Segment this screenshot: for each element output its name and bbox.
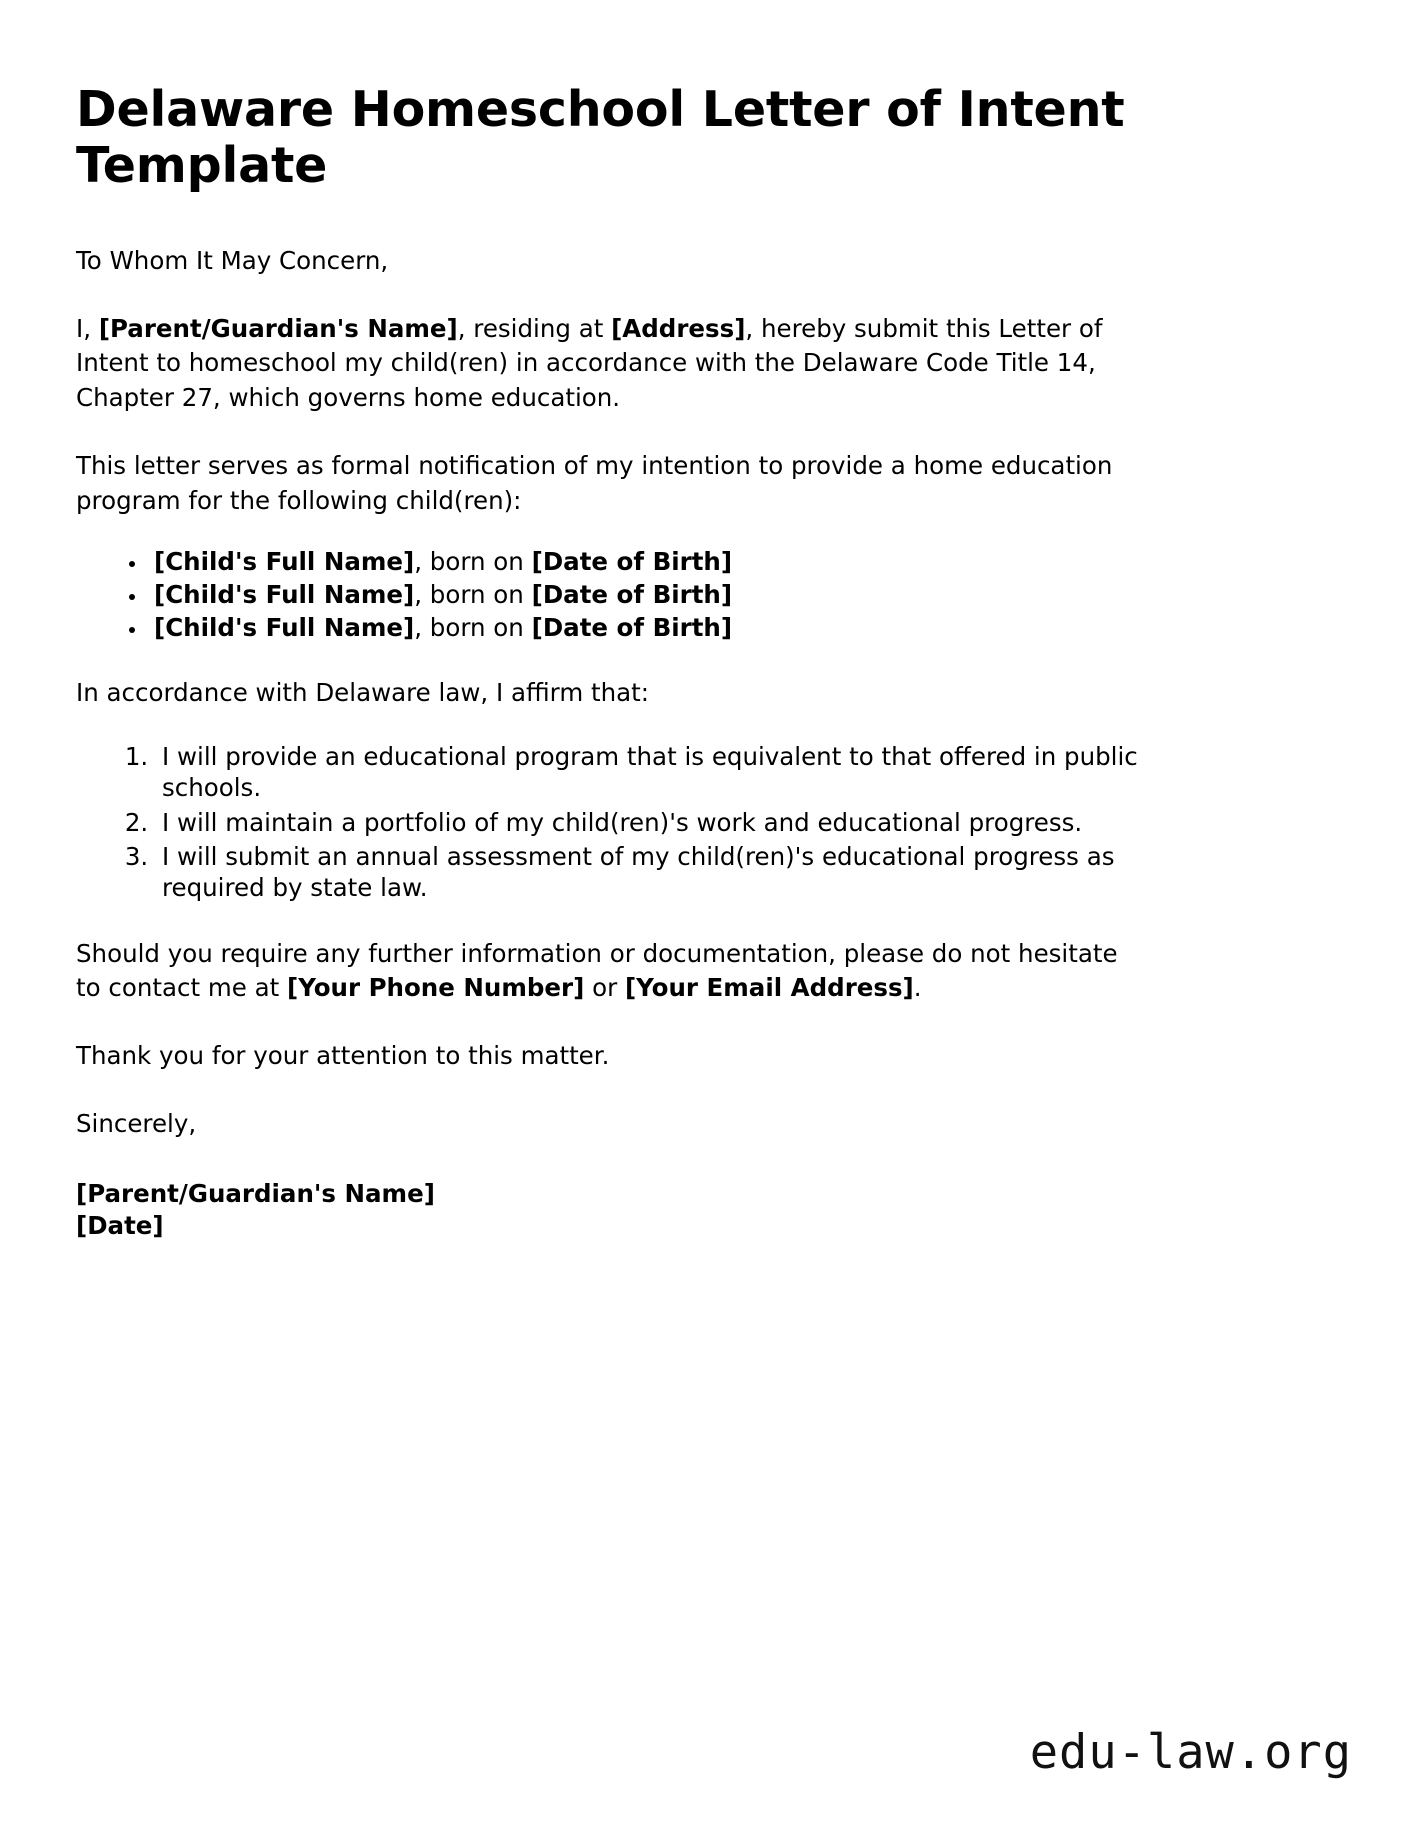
intro-mid: , residing at [457, 313, 612, 343]
signature-name-placeholder: [Parent/Guardian's Name] [76, 1178, 435, 1208]
page-title: Delaware Homeschool Letter of Intent Template [76, 81, 1125, 194]
signature-date-placeholder: [Date] [76, 1211, 164, 1241]
contact-lead: Should you require any further information or documentation, please do not hesitate to contact me at [76, 938, 1118, 1003]
address-placeholder: [Address] [611, 313, 746, 343]
child-dob-placeholder: [Date of Birth] [531, 580, 733, 610]
child-name-placeholder: [Child's Full Name] [154, 580, 415, 610]
notification-paragraph: This letter serves as formal notification of my intention to provide a home education program for the following child(ren): [76, 450, 1113, 515]
email-placeholder: [Your Email Address] [624, 973, 914, 1003]
affirmations-list [76, 741, 1216, 904]
affirmation-intro: In accordance with Delaware law, I affirm that: [76, 678, 649, 708]
child-dob-placeholder: [Date of Birth] [531, 613, 733, 643]
salutation: To Whom It May Concern, [76, 245, 389, 275]
intro-lead: I, [76, 313, 99, 343]
contact-paragraph [76, 937, 1146, 1007]
contact-tail: . [913, 973, 922, 1003]
child-name-placeholder: [Child's Full Name] [154, 613, 415, 643]
list-item [148, 548, 1208, 577]
parent-name-placeholder: [Parent/Guardian's Name] [98, 313, 458, 343]
list-item [148, 581, 1208, 610]
contact-mid: or [584, 973, 625, 1003]
site-watermark: edu-law.org [1029, 1725, 1352, 1780]
signature-block [76, 1178, 1340, 1243]
list-item: 1. I will provide an educational program that is equivalent to that offered in public schools. [156, 741, 1216, 804]
child-name-placeholder: [Child's Full Name] [154, 547, 415, 577]
list-item: 2. I will maintain a portfolio of my child(ren)'s work and educational progress. [156, 807, 1216, 838]
child-connector: , born on [414, 547, 532, 577]
child-dob-placeholder: [Date of Birth] [531, 547, 733, 577]
list-item: 3. I will submit an annual assessment of my child(ren)'s educational progress as required by state law. [156, 841, 1216, 904]
child-connector: , born on [414, 613, 532, 643]
intro-paragraph [76, 312, 1146, 416]
child-connector: , born on [414, 580, 532, 610]
closing-line: Sincerely, [76, 1109, 197, 1139]
phone-placeholder: [Your Phone Number] [287, 973, 585, 1003]
intro-tail: , hereby submit this Letter of Intent to homeschool my child(ren) in accordance with the Delaware Code Title 14, Chapter 27, which governs home education. [76, 313, 1103, 413]
list-item [148, 614, 1208, 643]
thanks-paragraph: Thank you for your attention to this matter. [76, 1041, 610, 1071]
children-list [76, 548, 1208, 643]
